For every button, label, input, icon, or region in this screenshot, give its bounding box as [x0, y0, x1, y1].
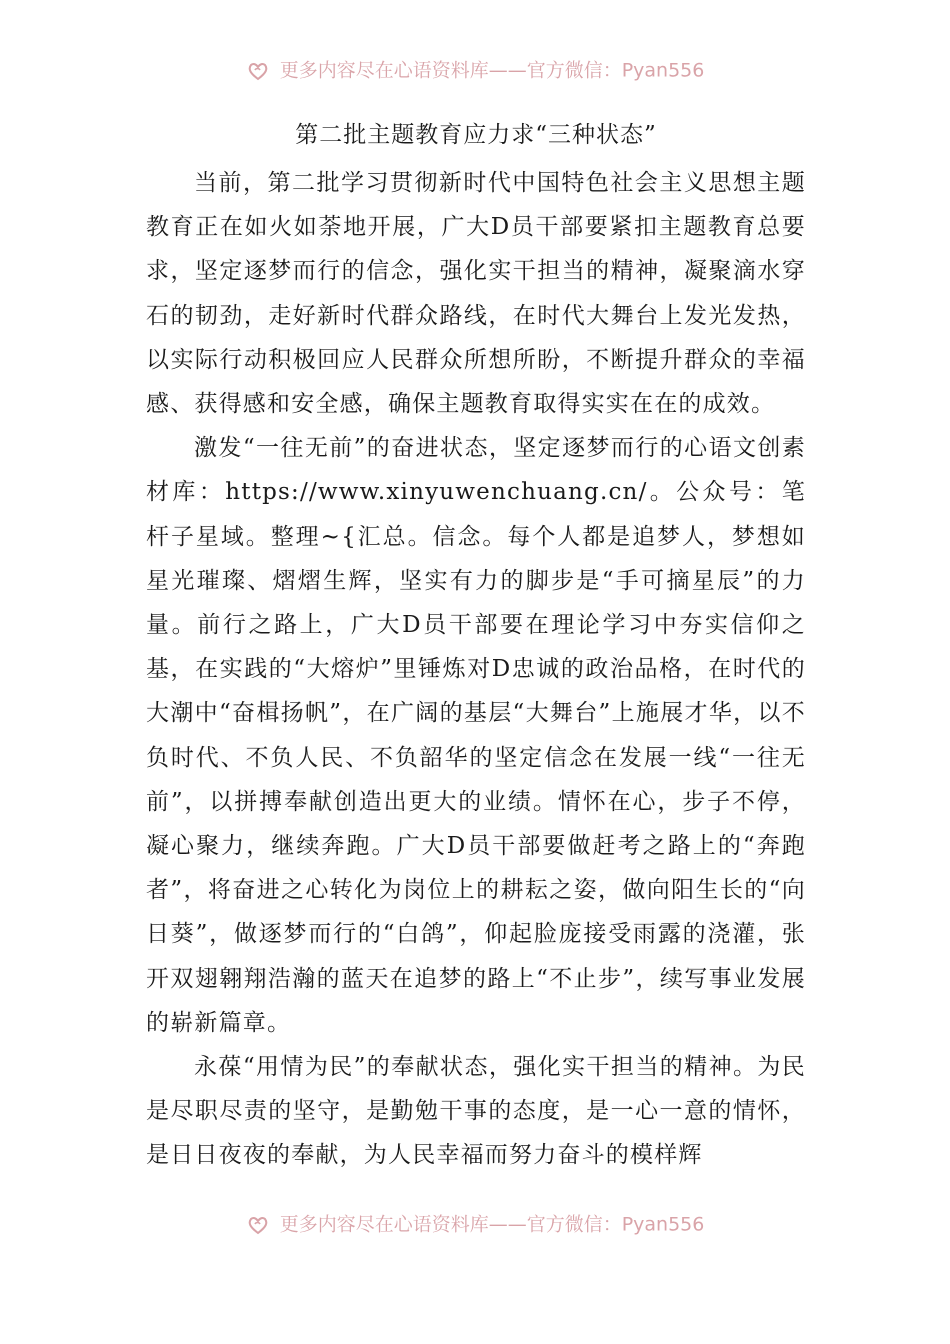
footer-watermark: [0, 1210, 950, 1238]
watermark-text: 更多内容尽在心语资料库——官方微信：Pyan556: [279, 1213, 705, 1236]
watermark-text: 更多内容尽在心语资料库——官方微信：Pyan556: [279, 59, 705, 82]
document-body: [146, 161, 806, 1178]
heart-swirl-logo-icon: [246, 1215, 270, 1235]
heart-swirl-logo-icon: [246, 61, 270, 81]
paragraph: 激发“一往无前”的奋进状态，坚定逐梦而行的心语文创素材库：https://www.xinyuwenchuang.cn/。公众号：笔杆子星域。整理~{汇总。信念。每个人都是追梦人，梦想如星光璀璨、熠熠生辉，坚实有力的脚步是“手可摘星辰”的力量。前行之路上，广大D员干部要在理论学习中夯实信仰之基，在实践的“大熔炉”里锤炼对D忠诚的政治品格，在时代的大潮中“奋楫扬帆”，在广阔的基层“大舞台”上施展才华，以不负时代、不负人民、不负韶华的坚定信念在发展一线“一往无前”，以拼搏奉献创造出更大的业绩。情怀在心，步子不停，凝心聚力，继续奔跑。广大D员干部要做赶考之路上的“奔跑者”，将奋进之心转化为岗位上的耕耘之姿，做向阳生长的“向日葵”，做逐梦而行的“白鸽”，仰起脸庞接受雨露的浇灌，张开双翅翱翔浩瀚的蓝天在追梦的路上“不止步”，续写事业发展的崭新篇章。: [146, 435, 806, 1036]
paragraph: 永葆“用情为民”的奉献状态，强化实干担当的精神。为民是尽职尽责的坚守，是勤勉干事的态度，是一心一意的情怀，是日日夜夜的奉献，为人民幸福而努力奋斗的模样辉: [146, 1054, 806, 1169]
header-watermark: [0, 56, 950, 84]
paragraph: 当前，第二批学习贯彻新时代中国特色社会主义思想主题教育正在如火如荼地开展，广大D员干部要紧扣主题教育总要求，坚定逐梦而行的信念，强化实干担当的精神，凝聚滴水穿石的韧劲，走好新时代群众路线，在时代大舞台上发光发热，以实际行动积极回应人民群众所想所盼，不断提升群众的幸福感、获得感和安全感，确保主题教育取得实实在在的成效。: [146, 170, 806, 418]
document-title: 第二批主题教育应力求“三种状态”: [295, 122, 657, 148]
